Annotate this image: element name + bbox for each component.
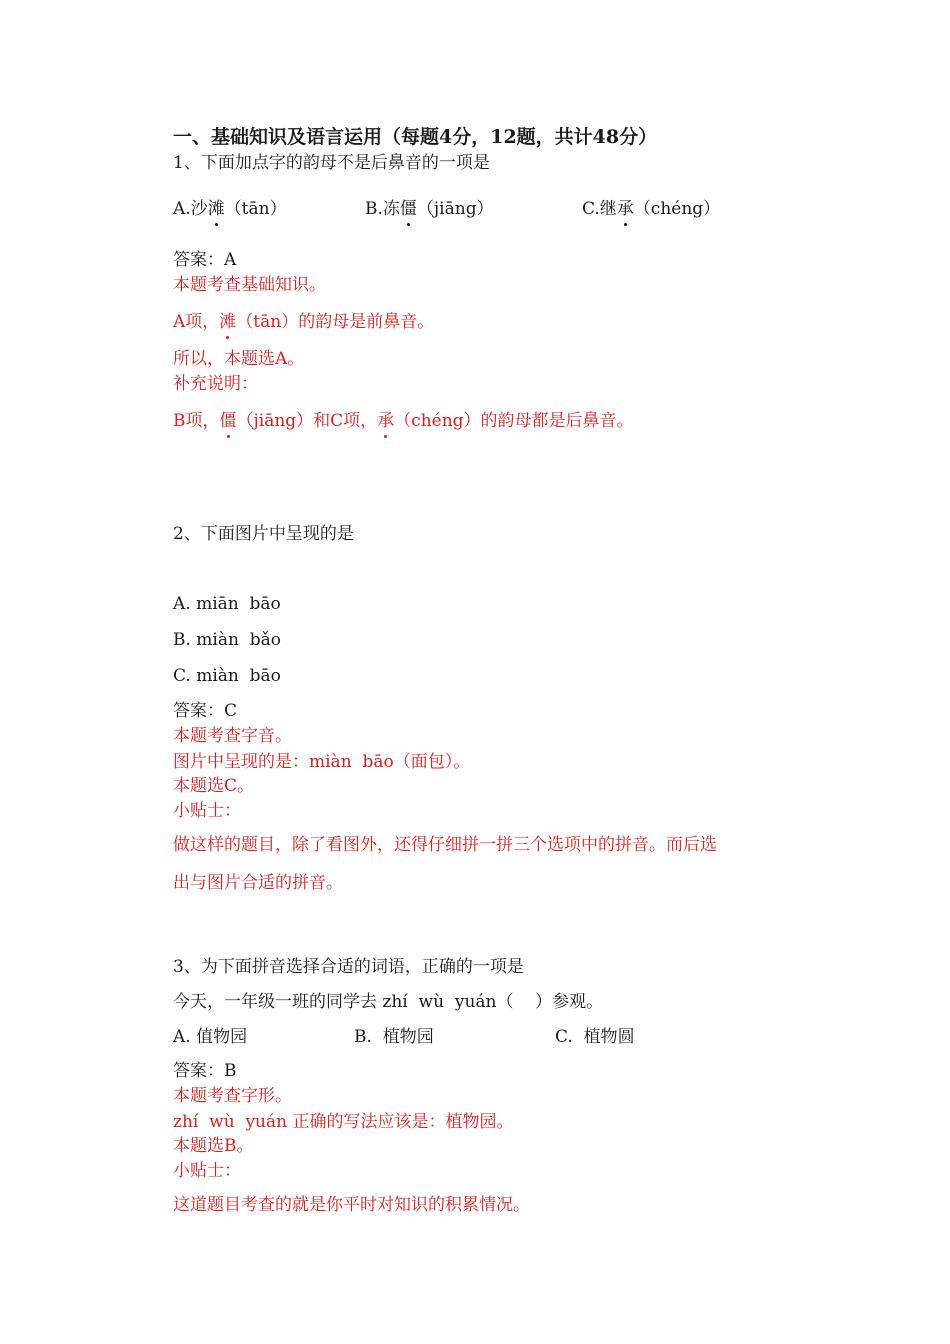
q3-explanation-2: zhí wù yuán 正确的写法应该是：植物园。 (173, 1112, 514, 1132)
q1-option-a-dotted-char: 滩 (207, 199, 225, 219)
q2-tip-label: 小贴士： (173, 801, 241, 821)
q3-option-b: B. 植物园 (354, 1027, 434, 1047)
q3-tip-label: 小贴士： (173, 1161, 241, 1181)
q2-option-b: B. miàn bǎo (173, 630, 282, 650)
q1-question: 1、下面加点字的韵母不是后鼻音的一项是 (173, 153, 490, 173)
q1-option-c (582, 198, 720, 220)
q1-option-b-pinyin: （jiāng） (416, 199, 494, 219)
q1-answer: 答案：A (173, 250, 237, 270)
q2-question: 2、下面图片中呈现的是 (173, 524, 354, 544)
q1-option-c-pinyin: （chéng） (633, 199, 721, 219)
q2-tip-line-2: 出与图片合适的拼音。 (173, 873, 343, 893)
q3-answer: 答案：B (173, 1061, 237, 1081)
q1-explanation-2-dotted-char: 滩 (219, 312, 237, 332)
q3-explanation-3: 本题选B。 (173, 1136, 254, 1156)
q3-option-c: C. 植物圆 (555, 1027, 635, 1047)
q1-explanation-2-rest: （tān）的韵母是前鼻音。 (236, 312, 435, 332)
q1-option-b (365, 198, 494, 220)
q3-question: 3、为下面拼音选择合适的词语，正确的一项是 (173, 957, 524, 977)
q2-explanation-2: 图片中呈现的是：miàn bāo（面包）。 (173, 752, 471, 772)
q2-explanation-1: 本题考查字音。 (173, 726, 292, 746)
q1-option-a (173, 198, 287, 220)
q1-explanation-5-rest: （chéng）的韵母都是后鼻音。 (394, 411, 634, 431)
q1-option-b-prefix: B.冻 (365, 199, 400, 219)
q1-explanation-5 (173, 410, 634, 432)
q1-explanation-2-prefix: A项， (173, 312, 220, 332)
q1-option-a-pinyin: （tān） (224, 199, 287, 219)
q1-explanation-1: 本题考查基础知识。 (173, 275, 326, 295)
q1-explanation-5-middle: （jiāng）和C项， (236, 411, 378, 431)
q1-option-c-prefix: C.继 (582, 199, 617, 219)
q3-tip-line-1: 这道题目考查的就是你平时对知识的积累情况。 (173, 1195, 530, 1215)
q3-explanation-1: 本题考查字形。 (173, 1086, 292, 1106)
q1-option-c-dotted-char: 承 (616, 199, 634, 219)
q2-option-a: A. miān bāo (173, 594, 281, 614)
q2-option-c: C. miàn bāo (173, 666, 281, 686)
q1-explanation-4: 补充说明： (173, 374, 258, 394)
q2-explanation-3: 本题选C。 (173, 776, 255, 796)
q1-explanation-5-dotted-char-1: 僵 (219, 411, 237, 431)
q1-option-b-dotted-char: 僵 (399, 199, 417, 219)
q1-explanation-5-prefix: B项， (173, 411, 220, 431)
q1-explanation-3: 所以，本题选A。 (173, 349, 305, 369)
q3-sentence: 今天，一年级一班的同学去 zhí wù yuán（ ）参观。 (173, 992, 604, 1012)
section-title: 一、基础知识及语言运用（每题4分，12题，共计48分） (173, 126, 658, 148)
q3-option-a: A. 值物园 (173, 1027, 248, 1047)
q1-explanation-5-dotted-char-2: 承 (377, 411, 395, 431)
q2-answer: 答案：C (173, 701, 238, 721)
q1-option-a-prefix: A.沙 (173, 199, 208, 219)
q1-explanation-2 (173, 311, 434, 333)
q2-tip-line-1: 做这样的题目，除了看图外，还得仔细拼一拼三个选项中的拼音。而后选 (173, 835, 717, 855)
